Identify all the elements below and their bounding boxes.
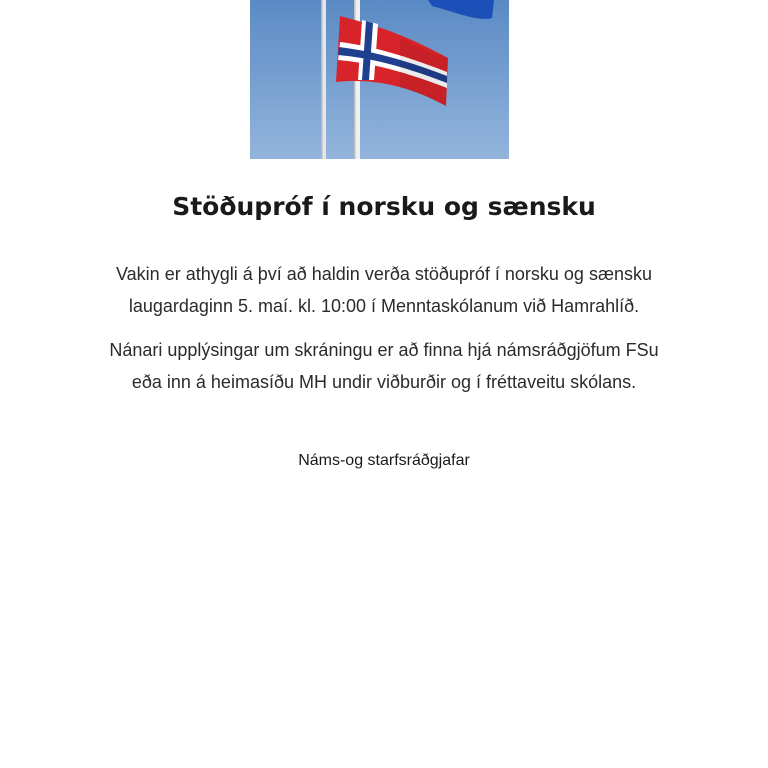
paragraph-line: laugardaginn 5. maí. kl. 10:00 í Menntaskólanum við Hamrahlíð. [128, 296, 640, 316]
page-title: Stöðupróf í norsku og sænsku [172, 192, 596, 221]
flags-illustration [250, 0, 509, 159]
paragraph-announcement [40, 258, 728, 322]
paragraph-line: Nánari upplýsingar um skráningu er að finna hjá námsráðgjöfum FSu [109, 340, 659, 360]
signature: Náms-og starfsráðgjafar [298, 452, 470, 469]
flags-photo [250, 0, 509, 159]
paragraph-more-info [40, 334, 728, 398]
paragraph-line: Vakin er athygli á því að haldin verða stöðupróf í norsku og sænsku [116, 264, 652, 284]
paragraph-line: eða inn á heimasíðu MH undir viðburðir og í fréttaveitu skólans. [131, 372, 637, 392]
